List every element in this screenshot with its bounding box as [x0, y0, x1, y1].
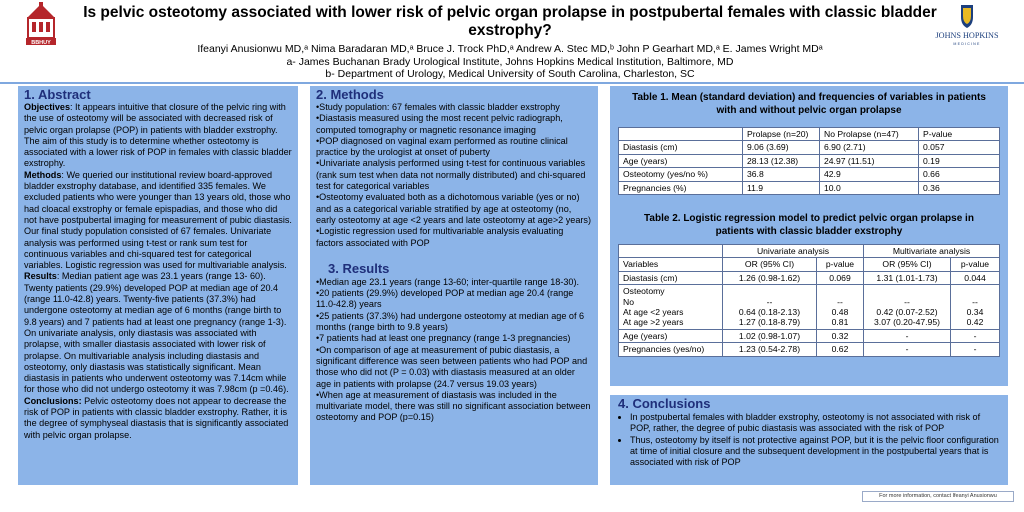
table2-cell: -- 0.42 (0.07-2.52) 3.07 (0.20-47.95) [864, 285, 951, 330]
table1-cell: Age (years) [619, 154, 743, 167]
abstract-body [24, 102, 292, 441]
table2-group-row [619, 245, 1000, 258]
table-row [619, 168, 1000, 181]
table1-cell: Osteotomy (yes/no %) [619, 168, 743, 181]
table1-cell: 42.9 [820, 168, 919, 181]
table1-cell: 11.9 [743, 181, 820, 194]
methods-item: •Logistic regression used for multivariable analysis evaluating factors associated with POP [316, 226, 564, 248]
table1-cell: 9.06 (3.69) [743, 141, 820, 154]
table2-cell: - [864, 329, 951, 342]
table2-header-cell: OR (95% CI) [864, 258, 951, 271]
methods-item: •Diastasis measured using the most recent pelvic radiograph, computed tomography or magnetic resonance imaging [316, 113, 563, 135]
results-item: •7 patients had at least one pregnancy (range 1-3 pregnancies) [316, 333, 571, 344]
conclusions-item: • In postpubertal females with bladder exstrophy, osteotomy is not associated with risk of POP, rather, the degree of pubic diastasis was associated with the risk of POP [630, 412, 1000, 435]
methods-heading: 2. Methods [316, 87, 384, 102]
results-item: •When age at measurement of diastasis was included in the multivariate model, there was still no significant association between osteotomy and POP (p=0.15) [316, 389, 591, 423]
objectives-text: : It appears intuitive that closure of the pelvic ring with the use of osteotomy will be associated with decreased risk of pelvic organ prolapse (POP) in patients with bladder exstrophy. The aim of this study is to determine whether osteotomy is associated with a lower risk of POP in females with classic bladder exstrophy. [24, 102, 292, 169]
table2 [618, 244, 1000, 357]
results-item: •On comparison of age at measurement of pubic diastasis, a significant difference was seen between patients who had POP and those who did not (P = 0.03) with diastasis measured at an older age in patients with prolapse (24.7 versus 19.03 years) [316, 344, 588, 389]
conclusions-label: Conclusions: [24, 395, 82, 406]
results-heading: 3. Results [328, 260, 390, 276]
header-divider [0, 82, 1024, 84]
objectives-label: Objectives [24, 102, 70, 112]
results-label: Results [24, 271, 57, 282]
table1 [618, 127, 1000, 195]
table2-cell: 1.31 (1.01-1.73) [864, 271, 951, 284]
table1-header-cell: P-value [919, 128, 1000, 141]
methods-list [316, 102, 592, 249]
table1-cell: Pregnancies (%) [619, 181, 743, 194]
results-list [316, 277, 592, 424]
table2-cell: 0.069 [817, 271, 864, 284]
methods-item: •Osteotomy evaluated both as a dichotomous variable (yes or no) and as a categorical variable stratified by age at osteotomy (no, early osteotomy at age <2 years and late osteotomy at age>2 years) [316, 192, 591, 225]
results-item: •20 patients (29.9%) developed POP at median age 20.4 (range 11.0-42.8) years [316, 288, 574, 310]
table-row [619, 141, 1000, 154]
table2-cell: - [951, 329, 1000, 342]
table2-group-univariate: Univariate analysis [723, 245, 864, 258]
tables-panel [610, 86, 1008, 386]
table2-cell: 0.62 [817, 343, 864, 356]
table1-header-row [619, 128, 1000, 141]
conclusions-item: • Thus, osteotomy by itself is not protective against POP, but it is the pelvic floor configuration at time of initial closure and the subsequent development in the postpubertal years that is associated with risk of POP [630, 435, 1000, 469]
svg-text:JOHNS HOPKINS: JOHNS HOPKINS [935, 31, 999, 40]
table1-cell: 0.057 [919, 141, 1000, 154]
conclusions-text: Pelvic osteotomy does not appear to decrease the risk of POP in patients with classic bladder exstrophy. Rather, it is the degree of symphyseal diastasis that is significantly associated with pelvic organ prolapse. [24, 395, 289, 440]
results-text: : Median patient age was 23.1 years (range 13- 60). Twenty patients (29.9%) developed POP at median age of 20.4 (range 11.0-42.8) years. Twenty-five patients (37.3%) had undergone osteotomy at median age of 6 months (range birth to 9.8 years) and 7 patients had at least one pregnancy (range 1-3). On univariate analysis, only diastasis was associated with prolapse, with smaller diastasis associated with lower risk of prolapse. On multivariable analysis including diastasis and osteotomy, only diastasis was statistically significant. Mean diastasis in patients who underwent osteotomy was 7.14cm while for those who did not undergo osteotomy it was 7.98cm (p =0.46). [24, 271, 289, 395]
conclusions-panel [610, 395, 1008, 485]
author-block [70, 43, 950, 81]
svg-text:MEDICINE: MEDICINE [953, 42, 981, 46]
table2-cell: Diastasis (cm) [619, 271, 723, 284]
conclusions-heading: 4. Conclusions [618, 396, 711, 411]
table-row [619, 181, 1000, 194]
table2-cell: Osteotomy No At age <2 years At age >2 years [619, 285, 723, 330]
svg-text:BBHUY: BBHUY [31, 40, 51, 46]
table2-empty-cell [619, 245, 723, 258]
table2-header-cell: Variables [619, 258, 723, 271]
table2-cell: - [864, 343, 951, 356]
table-row [619, 285, 1000, 330]
johns-hopkins-logo [930, 2, 1004, 50]
table1-cell: 28.13 (12.38) [743, 154, 820, 167]
table2-header-row [619, 258, 1000, 271]
table1-cell: 6.90 (2.71) [820, 141, 919, 154]
table-row [619, 271, 1000, 284]
conclusions-list [618, 412, 1000, 468]
methods-text: : We queried our institutional review board-approved bladder exstrophy database, and identified 335 females. We excluded patients who were younger than 13 years old, those who had cloacal exstrophy or female epispadias, and those who did not have postpubertal imaging for measurement of pubic diastasis. Our final study population consisted of 67 females. Univariate analysis was performed using t-test or rank sum test for continuous variables and chi-squared test for categorical variables. Logistic regression was used for multivariable analysis. [24, 169, 292, 271]
table2-cell: 0.044 [951, 271, 1000, 284]
table2-cell: 0.32 [817, 329, 864, 342]
table-row [619, 343, 1000, 356]
table1-header-cell: Prolapse (n=20) [743, 128, 820, 141]
table2-cell: - [951, 343, 1000, 356]
abstract-heading: 1. Abstract [24, 87, 91, 102]
affiliation-a: a- James Buchanan Brady Urological Institute, Johns Hopkins Medical Institution, Baltimore, MD [286, 55, 734, 68]
table-row [619, 154, 1000, 167]
table2-group-multivariate: Multivariate analysis [864, 245, 1000, 258]
table1-header-cell [619, 128, 743, 141]
methods-item: •Univariate analysis performed using t-test for continuous variables (rank sum test when data not normally distributed) and chi-squared test for categorical variables [316, 158, 586, 192]
poster-title: Is pelvic osteotomy associated with lower risk of pelvic organ prolapse in postpubertal females with classic bladder exstrophy? [83, 4, 937, 39]
methods-item: •Study population: 67 females with classic bladder exstrophy [316, 102, 560, 112]
abstract-panel [18, 86, 298, 485]
table2-cell: -- 0.64 (0.18-2.13) 1.27 (0.18-8.79) [723, 285, 817, 330]
table1-cell: 0.36 [919, 181, 1000, 194]
results-item: •Median age 23.1 years (range 13-60; inter-quartile range 18-30). [316, 276, 580, 287]
author-list: Ifeanyi Anusionwu MD,ᵃ Nima Baradaran MD,ᵃ Bruce J. Trock PhD,ᵃ Andrew A. Stec MD,ᵇ John P Gearhart MD,ᵃ E. James Wright MDᵃ [197, 43, 823, 55]
methods-label: Methods [24, 169, 62, 180]
table2-header-cell: OR (95% CI) [723, 258, 817, 271]
methods-results-panel [310, 86, 598, 485]
methods-item: •POP diagnosed on vaginal exam performed as routine clinical practice by the urologist at onset of puberty [316, 135, 568, 158]
table-row [619, 329, 1000, 342]
table2-cell: 1.23 (0.54-2.78) [723, 343, 817, 356]
table2-cell: Pregnancies (yes/no) [619, 343, 723, 356]
results-item: •25 patients (37.3%) had undergone osteotomy at median age of 6 months (range birth to 9.8 years) [316, 310, 585, 333]
table1-cell: Diastasis (cm) [619, 141, 743, 154]
table1-cell: 10.0 [820, 181, 919, 194]
table2-cell: Age (years) [619, 329, 723, 342]
table1-cell: 24.97 (11.51) [820, 154, 919, 167]
table2-caption: Table 2. Logistic regression model to predict pelvic organ prolapse in patients with classic bladder exstrophy [644, 213, 974, 237]
table2-cell: -- 0.48 0.81 [817, 285, 864, 330]
table2-header-cell: p-value [951, 258, 1000, 271]
table2-cell: 1.02 (0.98-1.07) [723, 329, 817, 342]
table2-cell: -- 0.34 0.42 [951, 285, 1000, 330]
contact-footer: For more information, contact Ifeanyi Anusionwu [862, 491, 1014, 502]
table2-cell: 1.26 (0.98-1.62) [723, 271, 817, 284]
table1-cell: 0.66 [919, 168, 1000, 181]
table1-header-cell: No Prolapse (n=47) [820, 128, 919, 141]
table2-header-cell: p-value [817, 258, 864, 271]
table1-cell: 0.19 [919, 154, 1000, 167]
affiliation-b: b- Department of Urology, Medical University of South Carolina, Charleston, SC [325, 68, 695, 80]
table1-caption: Table 1. Mean (standard deviation) and frequencies of variables in patients with and without pelvic organ prolapse [632, 92, 986, 116]
table1-cell: 36.8 [743, 168, 820, 181]
brady-institute-logo [24, 2, 58, 46]
